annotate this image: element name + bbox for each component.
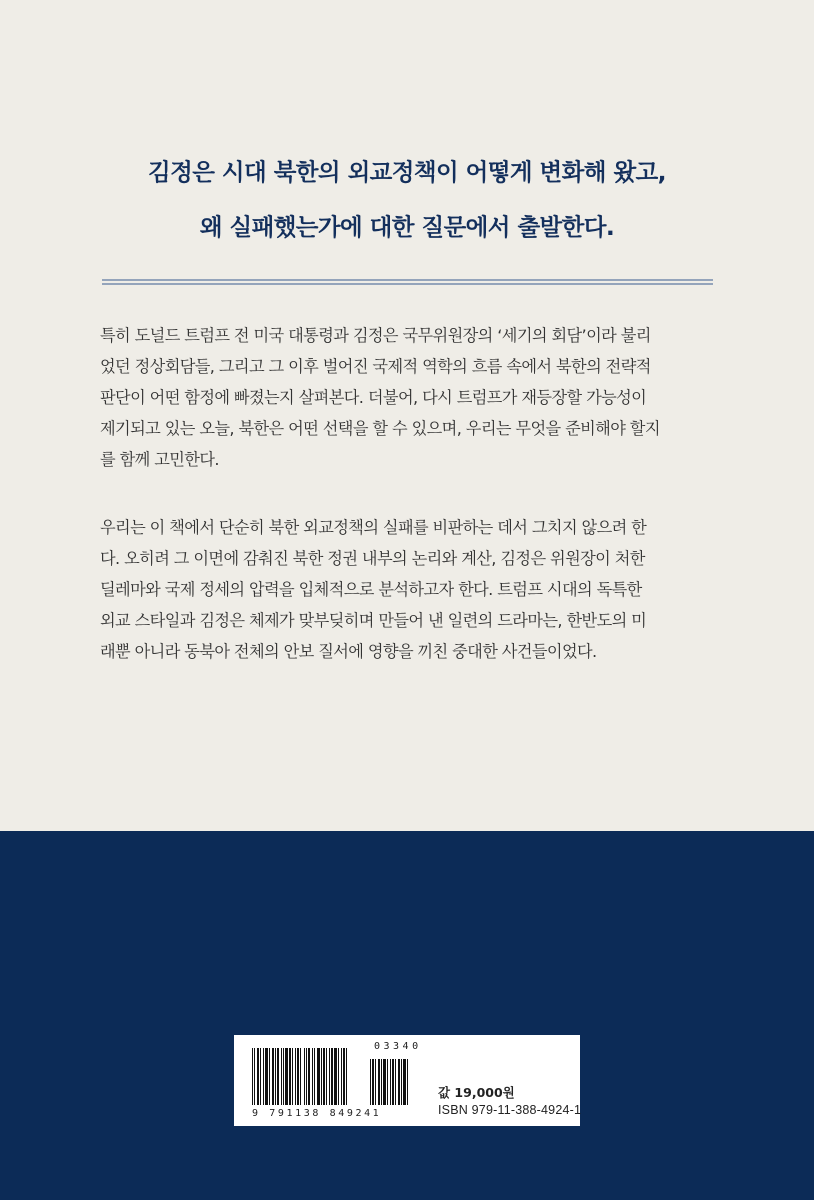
- isbn-number: ISBN 979-11-388-4924-1: [438, 1103, 582, 1117]
- price: 값 19,000원: [438, 1085, 515, 1100]
- paragraph-line: 판단이 어떤 함정에 빠졌는지 살펴본다. 더불어, 다시 트럼프가 재등장할 가능성이: [100, 388, 647, 407]
- headline-line: 왜 실패했는가에 대한 질문에서 출발한다.: [199, 213, 615, 241]
- headline: [0, 148, 814, 258]
- divider-line: [102, 283, 713, 285]
- paragraph-line: 딜레마와 국제 정세의 압력을 입체적으로 분석하고자 한다. 트럼프 시대의 독특한: [100, 580, 642, 599]
- divider-line: [102, 279, 713, 281]
- paragraph-line: 를 함께 고민한다.: [100, 450, 219, 469]
- ean-digits: 9 791138 849241: [252, 1108, 382, 1119]
- paragraph-line: 제기되고 있는 오늘, 북한은 어떤 선택을 할 수 있으며, 우리는 무엇을 준비해야 할지: [100, 419, 660, 438]
- navy-panel: [0, 831, 814, 1200]
- paragraph-line: 래뿐 아니라 동북아 전체의 안보 질서에 영향을 끼친 중대한 사건들이었다.: [100, 642, 597, 661]
- paragraph-line: 었던 정상회담들, 그리고 그 이후 벌어진 국제적 역학의 흐름 속에서 북한의 전략적: [100, 357, 651, 376]
- paragraph-line: 우리는 이 책에서 단순히 북한 외교정책의 실패를 비판하는 데서 그치지 않으려 한: [100, 518, 647, 537]
- paragraph-2: [100, 512, 720, 667]
- paragraph-1: [100, 320, 720, 475]
- paragraph-line: 특히 도널드 트럼프 전 미국 대통령과 김정은 국무위원장의 ‘세기의 회담’이라 불리: [100, 326, 651, 345]
- paragraph-line: 외교 스타일과 김정은 체제가 맞부딪히며 만들어 낸 일련의 드라마는, 한반도의 미: [100, 611, 647, 630]
- addon-digits: 03340: [374, 1041, 422, 1052]
- ean-barcode: [252, 1048, 348, 1105]
- headline-line: 김정은 시대 북한의 외교정책이 어떻게 변화해 왔고,: [148, 158, 666, 186]
- barcode-label: [234, 1035, 580, 1126]
- addon-barcode: [370, 1059, 409, 1105]
- paragraph-line: 다. 오히려 그 이면에 감춰진 북한 정권 내부의 논리와 계산, 김정은 위원장이 처한: [100, 549, 645, 568]
